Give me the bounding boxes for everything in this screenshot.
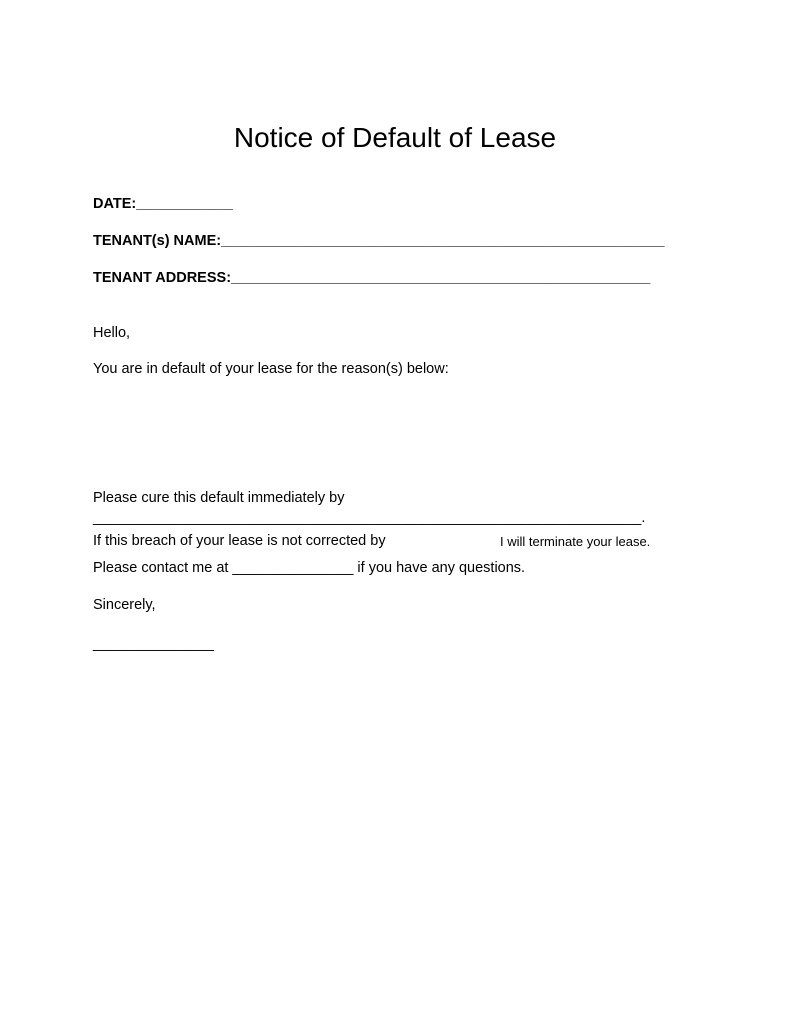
signature-blank: _______________ (93, 636, 214, 652)
contact-line: Please contact me at _______________ if you have any questions. (93, 560, 526, 576)
greeting: Hello, (93, 325, 131, 341)
closing: Sincerely, (93, 597, 156, 613)
document-title: Notice of Default of Lease (233, 122, 557, 153)
cure-blank: ____________________________________________________________________. (93, 510, 646, 526)
tenant-address-field: TENANT ADDRESS:____________________________________________________ (93, 270, 651, 286)
breach-line: If this breach of your lease is not corrected by (93, 533, 386, 549)
default-intro: You are in default of your lease for the reason(s) below: (93, 361, 449, 377)
date-field: DATE:____________ (93, 196, 233, 212)
cure-line: Please cure this default immediately by (93, 490, 345, 506)
terminate-line: I will terminate your lease. (500, 534, 651, 549)
tenant-name-field: TENANT(s) NAME:_______________________________________________________ (93, 233, 665, 249)
